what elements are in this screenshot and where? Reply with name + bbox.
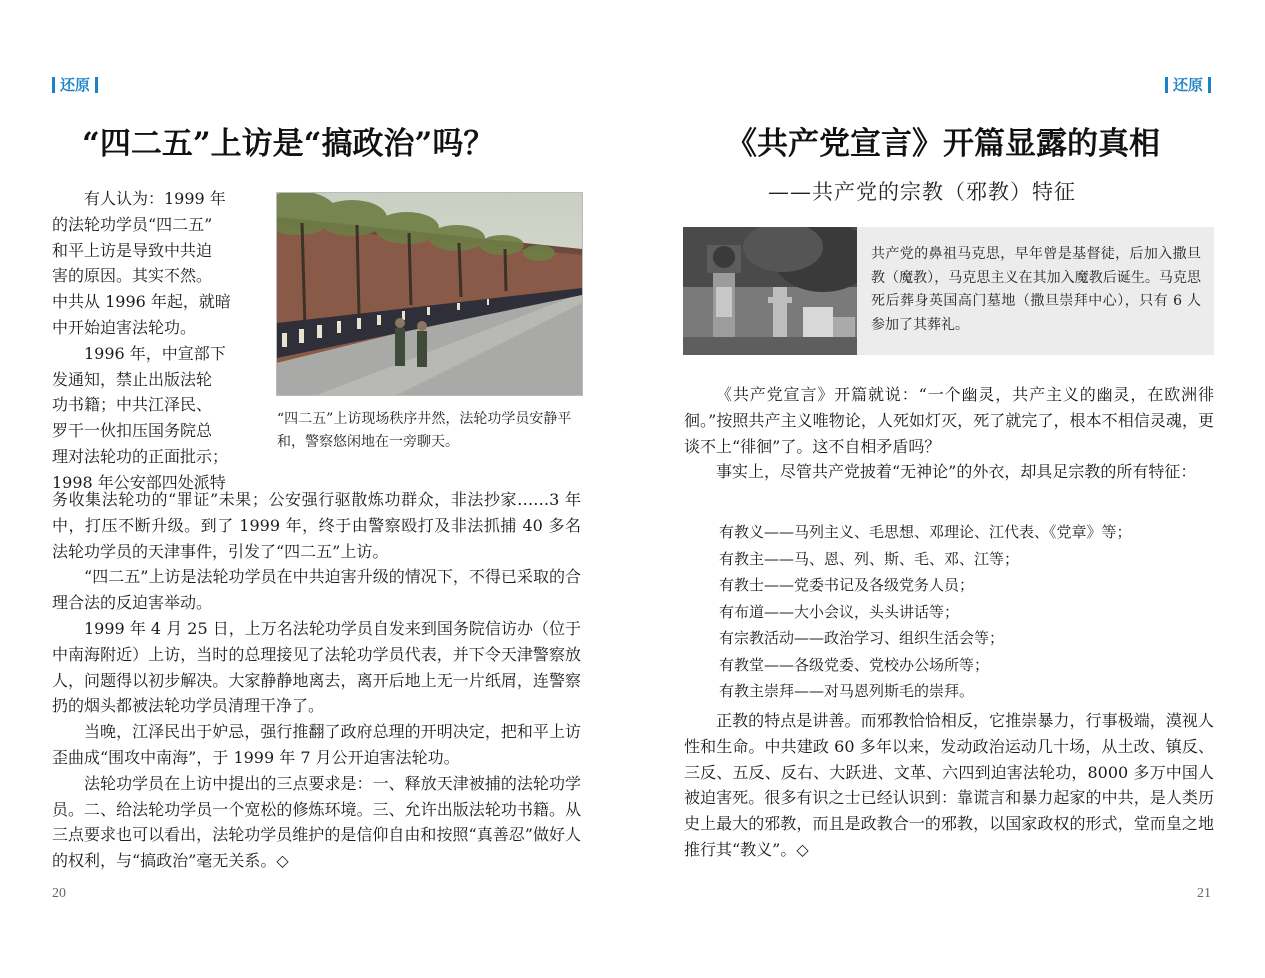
intro-line: 功书籍；中共江泽民、 [52, 395, 213, 415]
page-number: 21 [1197, 886, 1211, 901]
section-tag [52, 74, 98, 95]
paragraph: 当晚，江泽民出于妒忌，强行推翻了政府总理的开明决定，把和平上访歪曲成“围攻中南海”，于 1999 年 7 月公开迫害法轮功。 [52, 722, 581, 767]
page-number: 20 [52, 886, 66, 901]
section-tag [1165, 74, 1211, 95]
paragraph: 正教的特点是讲善。而邪教恰恰相反，它推崇暴力，行事极端，漠视人性和生命。中共建政 60 多年以来，发动政治运动几十场，从土改、镇反、三反、五反、反右、大跃进、文革、六四到迫害法轮功，8000 多万中国人被迫害死。很多有识之士已经认识到：靠谎言和暴力起家的中共，是人类历史上最大的邪教，而且是政教合一的邪教，以国家政权的形式，堂而皇之地推行其“教义”。◇ [684, 711, 1214, 859]
paragraph: 1999 年 4 月 25 日，上万名法轮功学员自发来到国务院信访办（位于中南海附近）上访，当时的总理接见了法轮功学员代表，并下令天津警察放人，问题得以初步解决。大家静静地离去，离开后地上无一片纸屑，连警察扔的烟头都被法轮功学员清理干净了。 [52, 618, 581, 716]
protest-photo [276, 192, 583, 396]
paragraph: 《共产党宣言》开篇就说：“一个幽灵，共产主义的幽灵，在欧洲徘徊。”按照共产主义唯物论，人死如灯灭，死了就完了，根本不相信灵魂，更谈不上“徘徊”了。这不自相矛盾吗？ [684, 385, 1214, 456]
section-bar-icon [52, 77, 55, 93]
paragraph: 事实上，尽管共产党披着“无神论”的外衣，却具足宗教的所有特征： [716, 462, 1197, 482]
list-item: 有布道——大小会议，头头讲话等； [719, 602, 960, 621]
paragraph: “四二五”上访是法轮功学员在中共迫害升级的情况下，不得已采取的合理合法的反迫害举动。 [52, 567, 581, 613]
section-tag-label: 还原 [1173, 76, 1204, 94]
intro-line: 有人认为：1999 年 [84, 189, 226, 208]
intro-line: 的法轮功学员“四二五” [52, 214, 213, 234]
article-body [52, 487, 581, 874]
intro-line: 害的原因。其实不然。 [52, 266, 213, 286]
photo-caption: “四二五”上访现场秩序井然，法轮功学员安静平和，警察悠闲地在一旁聊天。 [277, 411, 572, 450]
list-item: 有教士——党委书记及各级党务人员； [719, 576, 975, 594]
article-body-bottom [684, 708, 1214, 863]
list-item: 有教堂——各级党委、党校办公场所等； [719, 655, 990, 674]
section-tag-label: 还原 [60, 76, 91, 94]
list-item: 有宗教活动——政治学习、组织生活会等； [719, 629, 1005, 647]
page-subtitle: ——共产党的宗教（邪教）特征 [768, 180, 1076, 204]
section-bar-icon [1165, 77, 1168, 93]
page-title: “四二五”上访是“搞政治”吗？ [82, 126, 495, 162]
intro-line: 发通知，禁止出版法轮 [52, 369, 213, 389]
article-body [684, 382, 1214, 485]
left-page [0, 0, 632, 978]
grave-photo-image [683, 227, 858, 355]
protest-photo-image [277, 193, 582, 395]
intro-line: 中共从 1996 年起，就暗 [52, 292, 231, 312]
photo-note-box [857, 227, 1214, 355]
intro-line: 1998 年公安部四处派特 [52, 472, 226, 492]
list-item: 有教主崇拜——对马恩列斯毛的崇拜。 [719, 682, 975, 700]
paragraph: 务收集法轮功的“罪证”未果；公安强行驱散炼功群众，非法抄家……3 年中，打压不断升级。到了 1999 年，终于由警察殴打及非法抓捕 40 多名法轮功学员的天津事件，引发了“四二五”上访。 [52, 490, 581, 561]
grave-photo [683, 227, 858, 355]
paragraph: 法轮功学员在上访中提出的三点要求是：一、释放天津被捕的法轮功学员。二、给法轮功学员一个宽松的修炼环境。三、允许出版法轮功书籍。从三点要求也可以看出，法轮功学员维护的是信仰自由和按照“真善忍”做好人的权利，与“搞政治”毫无关系。◇ [52, 773, 581, 871]
photo-note: 共产党的鼻祖马克思，早年曾是基督徒，后加入撒旦教（魔教），马克思主义在其加入魔教后诞生。马克思死后葬身英国高门墓地（撒旦崇拜中心），只有 6 人参加了其葬礼。 [871, 246, 1201, 333]
intro-line: 罗干一伙扣压国务院总 [52, 421, 213, 441]
feature-list [719, 519, 1214, 705]
list-item: 有教义——马列主义、毛思想、邓理论、江代表、《党章》等； [719, 523, 1132, 541]
section-bar-icon [95, 77, 98, 93]
intro-column [52, 186, 244, 496]
page-title: 《共产党宣言》开篇显露的真相 [726, 126, 1160, 162]
intro-line: 和平上访是导致中共迫 [52, 240, 213, 260]
intro-line: 中开始迫害法轮功。 [52, 317, 197, 337]
intro-line: 理对法轮功的正面批示； [52, 446, 229, 466]
section-bar-icon [1208, 77, 1211, 93]
list-item: 有教主——马、恩、列、斯、毛、邓、江等； [719, 549, 1020, 568]
intro-line: 1996 年，中宣部下 [84, 343, 226, 363]
